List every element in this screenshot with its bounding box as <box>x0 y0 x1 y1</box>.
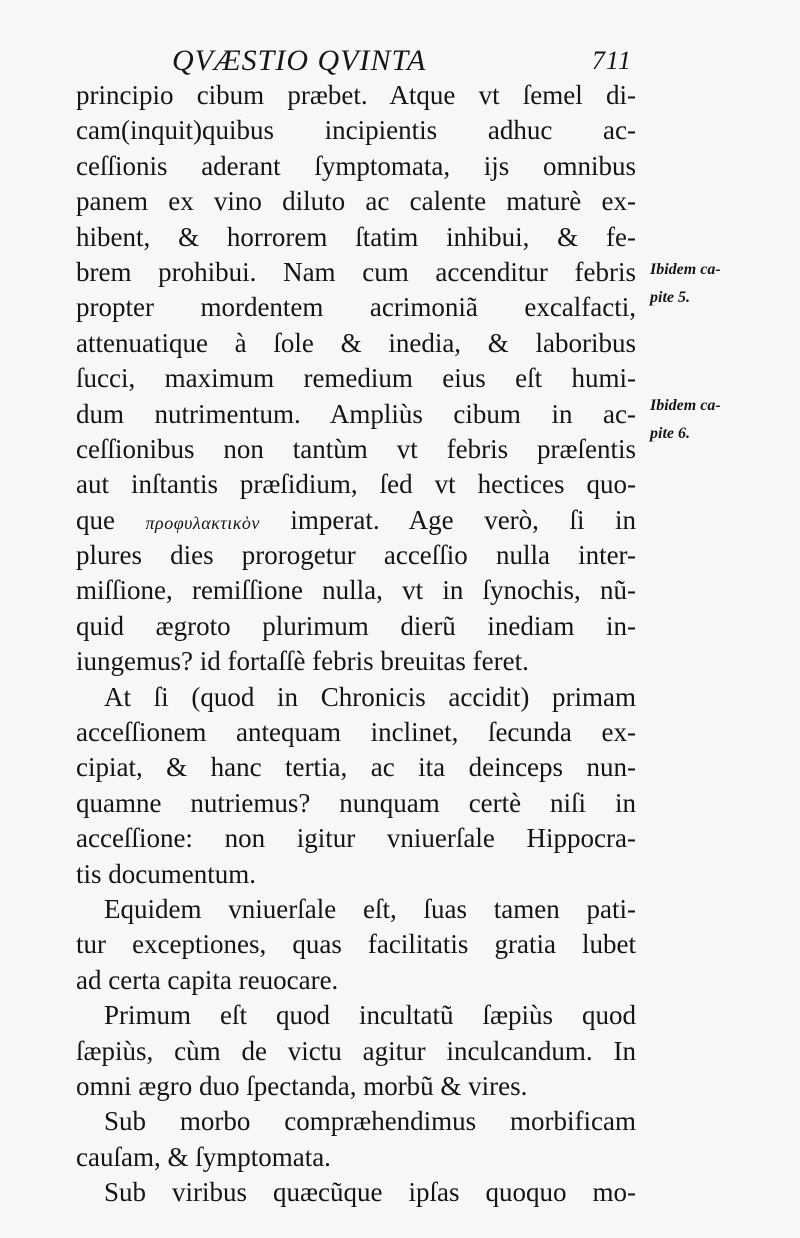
text-line: acceſſione: non igitur vniuerſale Hippocra- <box>76 823 636 854</box>
text-line: hibent, & horrorem ſtatim inhibui, & fe- <box>76 221 636 252</box>
text-line: propter mordentem acrimoniã excalfacti, <box>76 292 636 323</box>
text-line: cauſam, & ſymptomata. <box>76 1141 331 1172</box>
paragraph <box>76 78 636 680</box>
text-line: ceſſionis aderant ſymptomata, ijs omnibus <box>76 150 636 181</box>
margin-note-line: Ibidem ca- <box>650 397 721 414</box>
page-number: 711 <box>591 46 632 75</box>
text-line: tis documentum. <box>76 858 256 889</box>
text-line: iungemus? id fortaſſè febris breuitas feret. <box>76 646 529 677</box>
paragraph <box>76 1104 636 1175</box>
text-line: attenuatique à ſole & inedia, & laboribus <box>76 327 636 358</box>
text-line: ad certa capita reuocare. <box>76 964 339 995</box>
text-line: dum nutrimentum. Ampliùs cibum in ac- <box>76 398 636 429</box>
greek-word: προφυλακτικὸν <box>145 512 260 533</box>
text-line: acceſſionem antequam inclinet, ſecunda ex- <box>76 717 636 748</box>
text-segment: imperat. Age verò, ſi in <box>259 504 637 535</box>
text-line: quid ægroto plurimum dierũ inediam in- <box>76 610 636 641</box>
text-line: panem ex vino diluto ac calente maturè ex- <box>76 186 636 217</box>
margin-note-line: Ibidem ca- <box>650 261 721 278</box>
text-line: cipiat, & hanc tertia, ac ita deinceps nun- <box>76 752 636 783</box>
text-line: ceſſionibus non tantùm vt febris præſentis <box>76 433 636 464</box>
text-segment: que <box>76 504 146 535</box>
text-line: aut inſtantis præſidium, ſed vt hectices quo- <box>76 469 636 500</box>
text-line: Primum eſt quod incultatũ ſæpiùs quod <box>104 1000 636 1031</box>
text-line: quamne nutriemus? nunquam certè niſi in <box>76 787 636 818</box>
text-line: brem prohibui. Nam cum accenditur febris <box>76 256 636 287</box>
text-line: principio cibum præbet. Atque vt ſemel di- <box>76 80 636 110</box>
text-line-with-greek <box>76 503 636 538</box>
text-line: ſæpiùs, cùm de victu agitur inculcandum. In <box>76 1035 636 1066</box>
margin-note <box>650 256 790 312</box>
running-head: QVÆSTIO QVINTA <box>172 44 427 77</box>
text-line: Sub morbo compræhendimus morbificam <box>104 1106 636 1137</box>
paragraph <box>76 1175 636 1210</box>
text-line: omni ægro duo ſpectanda, morbũ & vires. <box>76 1070 528 1101</box>
text-line: cam(inquit)quibus incipientis adhuc ac- <box>76 115 636 146</box>
text-line: ſucci, maximum remedium eius eſt humi- <box>76 363 636 394</box>
text-line: tur exceptiones, quas facilitatis gratia lubet <box>76 929 636 960</box>
text-line: Sub viribus quæcũque ipſas quoquo mo- <box>104 1177 636 1208</box>
paragraph <box>76 998 636 1104</box>
body-text <box>76 78 636 1211</box>
paragraph <box>76 680 636 892</box>
paragraph <box>76 892 636 998</box>
margin-note <box>650 392 790 448</box>
text-line: At ſi (quod in Chronicis accidit) primam <box>104 681 636 712</box>
margin-note-line: pite 6. <box>650 425 690 442</box>
margin-note-line: pite 5. <box>650 289 690 306</box>
text-line: plures dies prorogetur acceſſio nulla inter- <box>76 540 636 571</box>
text-line: miſſione, remiſſione nulla, vt in ſynochis, nũ- <box>76 575 636 606</box>
text-line: Equidem vniuerſale eſt, ſuas tamen pati- <box>104 893 636 924</box>
